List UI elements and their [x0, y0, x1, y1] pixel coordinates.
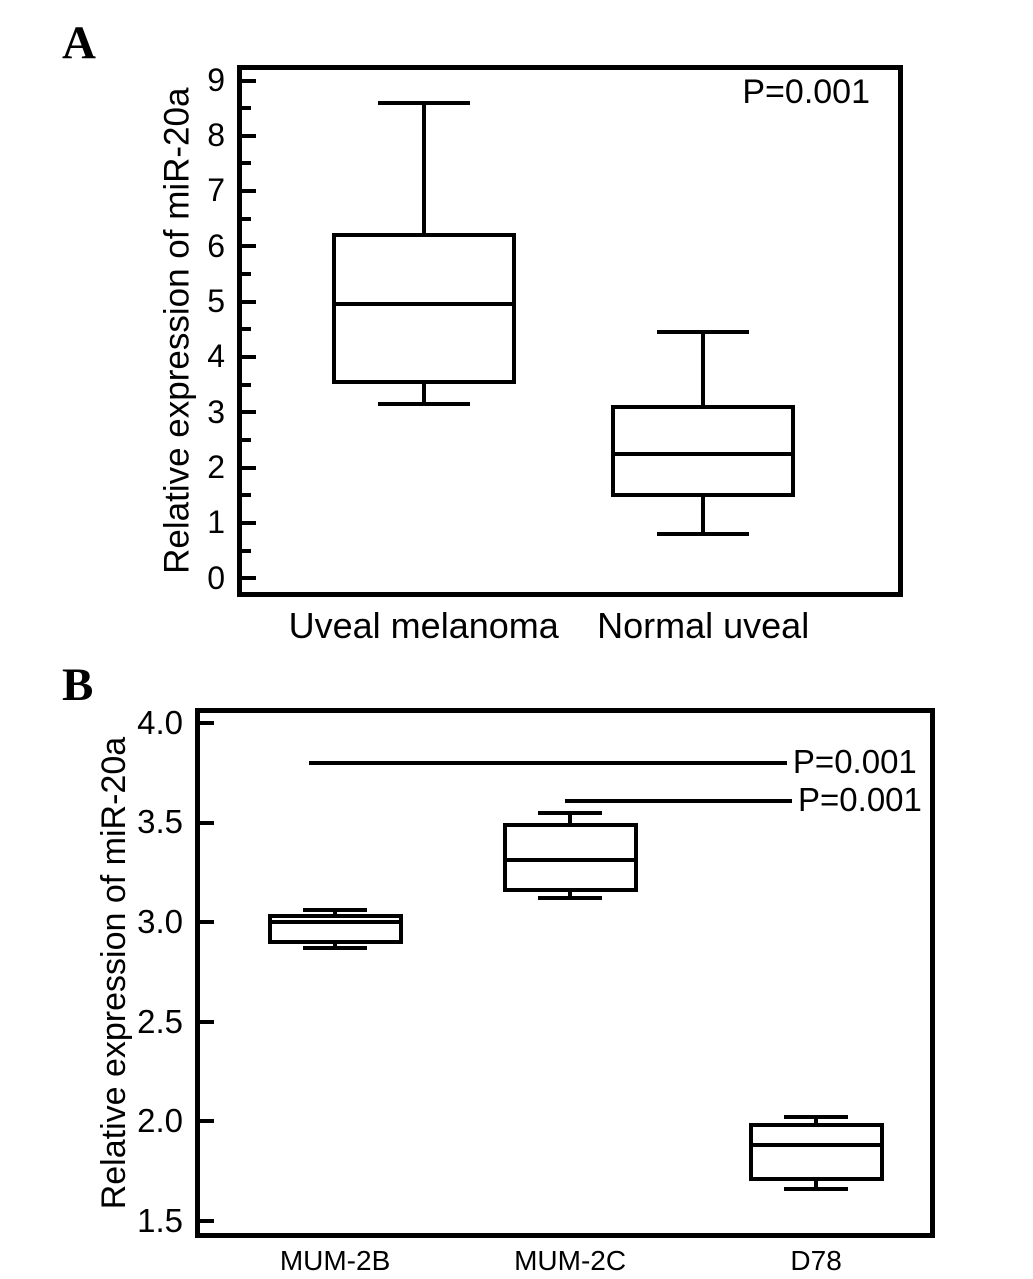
median-line-d78: [753, 1143, 880, 1147]
y-tick-label-a: 2: [207, 448, 225, 485]
y-tick-a: [242, 134, 256, 138]
median-line-mum-2b: [272, 920, 399, 924]
y-tick-a: [242, 244, 256, 248]
y-tick-label-b: 2.5: [137, 1002, 183, 1040]
whisker-cap-top-normal-uveal: [657, 330, 749, 334]
box-mum-2b: [268, 914, 403, 944]
y-tick-label-a: 4: [207, 338, 225, 375]
y-tick-b: [200, 821, 214, 825]
whisker-cap-top-d78: [784, 1115, 848, 1119]
y-tick-label-a: 8: [207, 117, 225, 154]
significance-line-b-0: [309, 761, 787, 765]
category-label-uveal-melanoma: Uveal melanoma: [288, 605, 559, 646]
p-value-label-b-0: P=0.001: [792, 743, 917, 781]
y-tick-a: [242, 189, 256, 193]
panel-a-letter: A: [62, 17, 96, 69]
whisker-stem-top-uveal-melanoma: [422, 103, 426, 236]
box-mum-2c: [503, 823, 638, 893]
whisker-cap-bottom-mum-2c: [538, 896, 602, 900]
category-label-mum-2b: MUM-2B: [279, 1245, 391, 1276]
whisker-cap-top-mum-2c: [538, 811, 602, 815]
y-tick-label-b: 3.5: [137, 803, 183, 841]
median-line-mum-2c: [507, 858, 634, 862]
box-uveal-melanoma: [332, 233, 516, 384]
y-minor-tick-a: [242, 549, 251, 553]
whisker-cap-top-mum-2b: [303, 908, 367, 912]
y-tick-a: [242, 576, 256, 580]
whisker-cap-bottom-uveal-melanoma: [378, 402, 470, 406]
median-line-uveal-melanoma: [336, 302, 512, 306]
y-tick-a: [242, 79, 256, 83]
whisker-stem-bottom-uveal-melanoma: [422, 382, 426, 404]
y-tick-a: [242, 355, 256, 359]
y-tick-label-a: 5: [207, 283, 225, 320]
y-tick-a: [242, 410, 256, 414]
y-tick-label-a: 7: [207, 172, 225, 209]
y-tick-label-a: 9: [207, 61, 225, 98]
y-tick-label-b: 3.0: [137, 903, 183, 941]
whisker-cap-top-uveal-melanoma: [378, 101, 470, 105]
significance-line-b-1: [565, 799, 792, 803]
y-tick-b: [200, 1119, 214, 1123]
y-axis-title-b: Relative expression of miR-20a: [94, 736, 133, 1210]
y-tick-label-a: 0: [207, 559, 225, 596]
y-tick-label-b: 2.0: [137, 1102, 183, 1140]
category-label-d78: D78: [790, 1245, 842, 1276]
y-tick-b: [200, 721, 214, 725]
category-label-normal-uveal: Normal uveal: [597, 605, 810, 646]
y-tick-b: [200, 1020, 214, 1024]
y-tick-b: [200, 1219, 214, 1223]
y-axis-title-a: Relative expression of miR-20a: [157, 87, 197, 575]
y-minor-tick-a: [242, 106, 251, 110]
whisker-stem-bottom-normal-uveal: [701, 495, 705, 534]
p-value-label-a-0: P=0.001: [742, 72, 870, 111]
whisker-stem-top-normal-uveal: [701, 332, 705, 407]
y-tick-label-a: 1: [207, 504, 225, 541]
whisker-cap-bottom-mum-2b: [303, 946, 367, 950]
y-tick-label-b: 1.5: [137, 1201, 183, 1239]
y-minor-tick-a: [242, 272, 251, 276]
box-d78: [749, 1123, 884, 1181]
y-tick-a: [242, 300, 256, 304]
median-line-normal-uveal: [615, 452, 791, 456]
y-minor-tick-a: [242, 327, 251, 331]
category-label-mum-2c: MUM-2C: [514, 1245, 627, 1276]
y-minor-tick-a: [242, 217, 251, 221]
y-tick-a: [242, 521, 256, 525]
whisker-cap-bottom-normal-uveal: [657, 532, 749, 536]
p-value-label-b-1: P=0.001: [798, 781, 922, 819]
whisker-cap-bottom-d78: [784, 1187, 848, 1191]
y-tick-label-a: 3: [207, 393, 225, 430]
y-tick-label-a: 6: [207, 227, 225, 264]
y-minor-tick-a: [242, 438, 251, 442]
y-minor-tick-a: [242, 161, 251, 165]
y-tick-b: [200, 920, 214, 924]
y-minor-tick-a: [242, 493, 251, 497]
y-minor-tick-a: [242, 383, 251, 387]
panel-b-letter: B: [62, 659, 94, 711]
y-tick-a: [242, 466, 256, 470]
y-tick-label-b: 4.0: [137, 703, 183, 741]
